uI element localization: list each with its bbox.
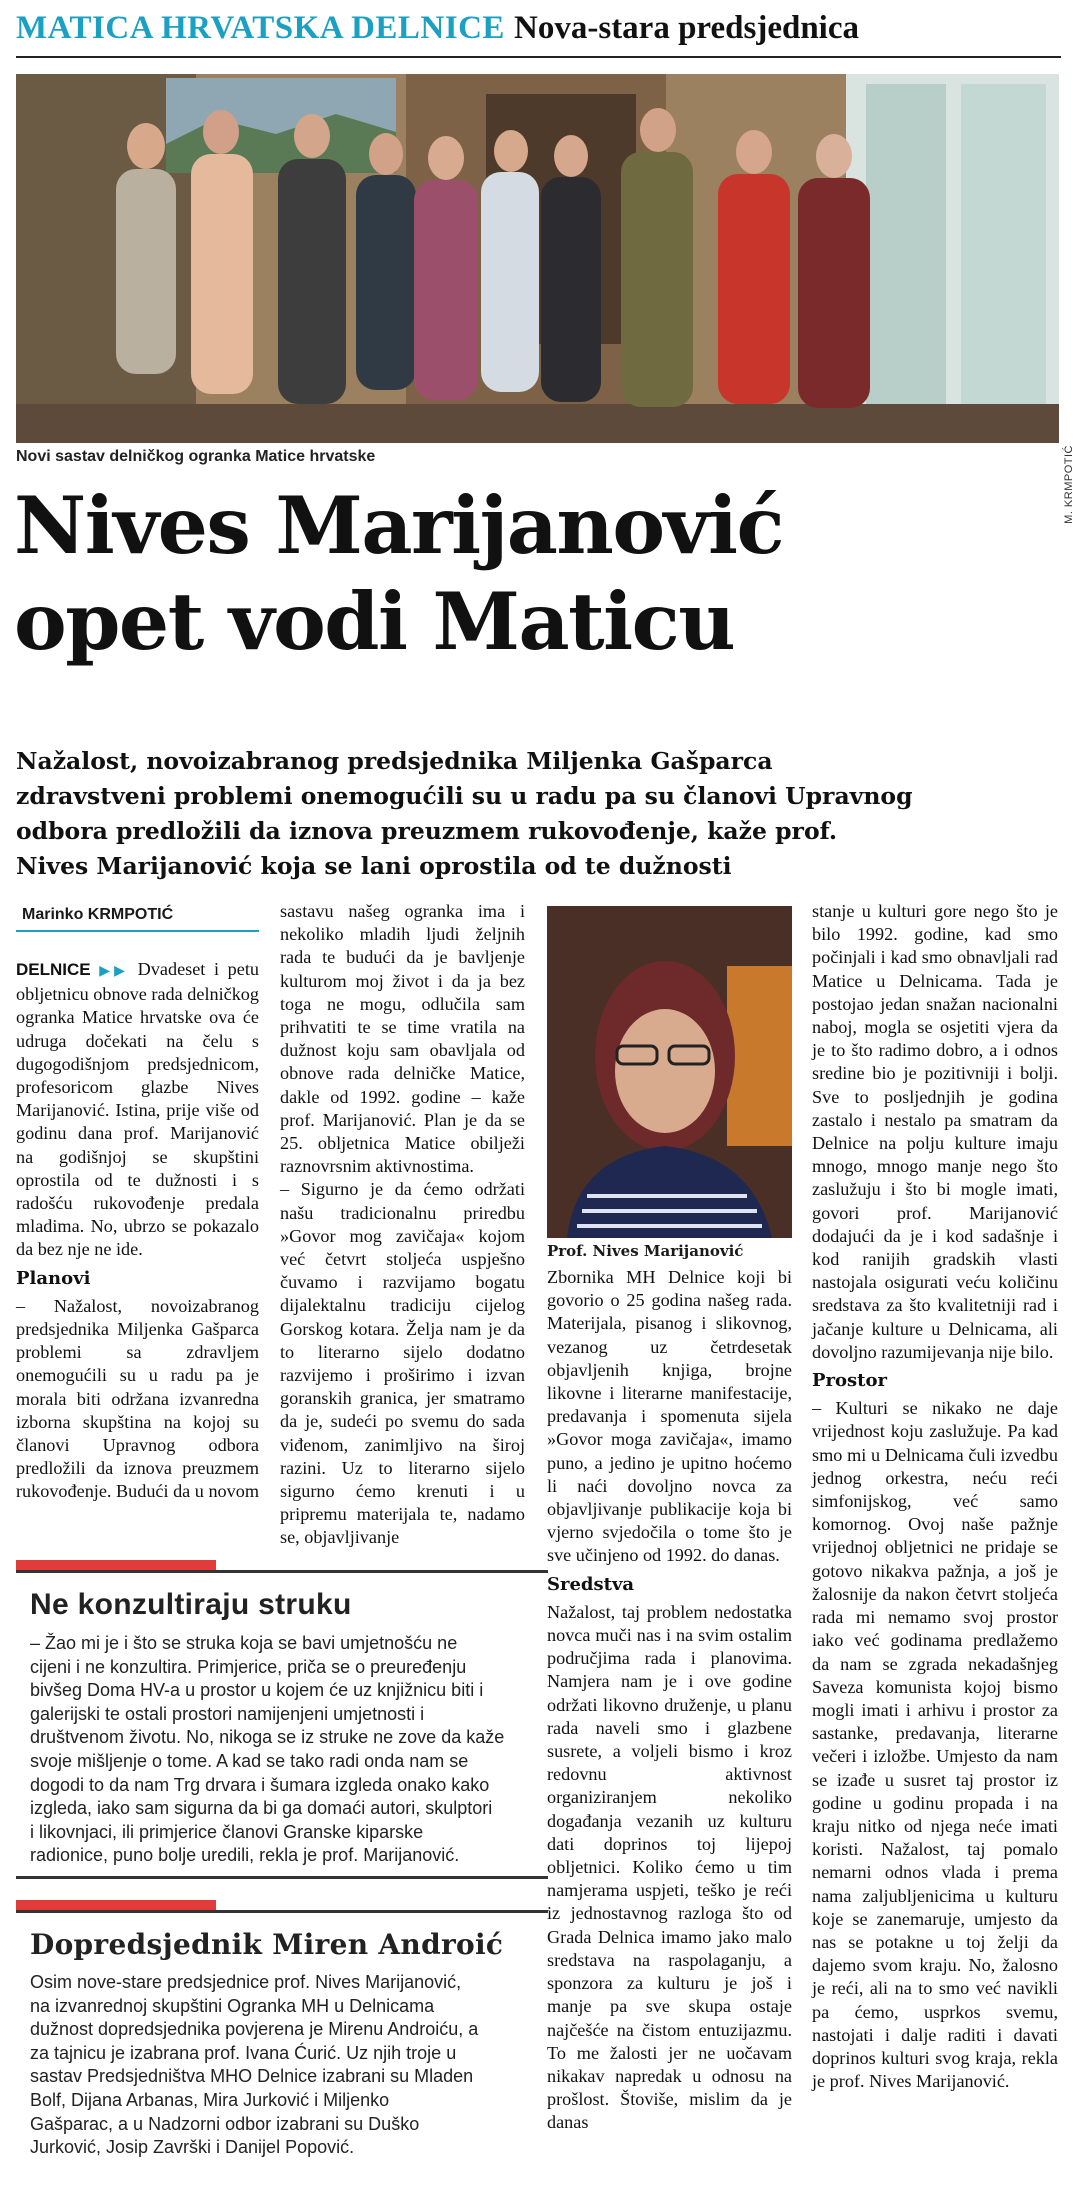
lead-line: odbora predložili da iznova preuzmem rukovođenje, kaže prof. bbox=[16, 817, 838, 845]
portrait-photo bbox=[547, 906, 792, 1238]
dateline: DELNICE bbox=[16, 960, 91, 979]
subheading-sredstva: Sredstva bbox=[547, 1573, 635, 1595]
byline-author: Marinko KRMPOTIĆ bbox=[22, 906, 174, 923]
box-top-rule bbox=[16, 1570, 548, 1573]
box-text: Osim nove-stare predsjednice prof. Nives Marijanović, na izvanrednoj skupštini Ogranka MH u Delnicama dužnost dopredsjednika povjerena je Mirenu Androiću, a za tajnicu je izabrana prof. Ivana Ćurić. Uz njih troje u sastav Predsjedništva MHO Delnice izabrani su Mladen Bolf, Dijana Arbanas, Mira Jurković i Miljenko Gašparac, a u Nadzorni odbor izabrani su Duško Jurković, Josip Završki i Danijel Popović. bbox=[30, 1972, 479, 2158]
article-paragraph: stanje u kulturi gore nego što je bilo 1992. godine, kad smo počinjali i kad smo obnavljali rad Matice u Delnicama. Tada je postojao jedan snažan nacionalni naboj, mogla se osjetiti vjera da je to što radimo dobro, a i odnos sredine bio je pozitivniji i bolji. Sve to posljednjih je godina zastalo i nestalo pa smatram da Delnice na polju kulture imaju mnogo, mnogo manje nego što zaslužuju i što bi mogle imati, govori prof. Marijanović dodajući da je i kod sadašnje i kod ranijih gradskih vlasti nastojala osigurati veću količinu sredstava za što kvalitetniji rad i jačanje kulture u Delnicama, ali dovoljno razumijevanja nije bilo. bbox=[812, 901, 1058, 1362]
article-column-3 bbox=[547, 1266, 792, 2135]
lead-line: Nažalost, novoizabranog predsjednika Miljenka Gašparca bbox=[16, 747, 773, 775]
article-paragraph: – Sigurno je da ćemo održati našu tradicionalnu priredbu »Govor mog zavičaja« kojom već četvrt stoljeća uspješno čuvamo i razvijamo bogatu dijalektalnu tradiciju cijelog Gorskog kotara. Želja nam je da to literarno sijelo dodatno razvijemo i proširimo i izvan goranskih granica, jer smatramo da je, sudeći po svemu do sada viđenom, zanimljivo na široj razini. Uz to literarno sijelo sigurno ćemo krenuti i u pripremu materijala te, nadamo se, objavljivanje bbox=[280, 1179, 525, 1548]
article-paragraph: DELNICE ▶▶ Dvadeset i petu obljetnicu obnove rada delničkog ogranka Matice hrvatske ova će udruga dočekati na čelu s dugogodišnjom predsjednicom, profesoricom glazbe Nives Marijanović. Istina, prije više od godinu dana prof. Marijanović na godišnjoj se skupštini oprostila od te dužnosti i s radošću rukovođenje predala mladima. No, ubrzo se pokazalo da bez nje ne ide. bbox=[16, 959, 259, 1260]
subheading-prostor: Prostor bbox=[812, 1370, 887, 1392]
photo-credit: M. KRMPOTIĆ bbox=[1063, 445, 1075, 524]
topic-label: Nova-stara predsjednica bbox=[514, 10, 859, 46]
portrait-caption: Prof. Nives Marijanović bbox=[547, 1242, 744, 1260]
headline-line: Nives Marijanović bbox=[14, 479, 784, 572]
article-column-2 bbox=[280, 900, 525, 1550]
byline bbox=[16, 902, 259, 932]
lead-line: zdravstveni problemi onemogućili su u radu pa su članovi Upravnog bbox=[16, 782, 913, 810]
group-photo-illustration bbox=[16, 74, 1059, 443]
section-label: MATICA HRVATSKA DELNICE bbox=[16, 10, 505, 46]
article-paragraph: sastavu našeg ogranka ima i nekoliko mladih ljudi željnih rada te budući da je bavljenje kulturom moj život i da ja bez toga ne mogu, odlučila sam prihvatiti te se time vratila na dužnost koju sam obavljala od obnove rada delničke Matice, dakle od 1992. godine – kaže prof. Marijanović. Plan je da se 25. obljetnica Matice obilježi raznovrsnim aktivnostima. bbox=[280, 901, 525, 1177]
box-bottom-rule bbox=[16, 1876, 548, 1879]
photo-caption: Novi sastav delničkog ogranka Matice hrvatske bbox=[16, 448, 376, 465]
box-title: Ne konzultiraju struku bbox=[30, 1588, 352, 1621]
kicker bbox=[16, 10, 1061, 58]
double-arrow-icon: ▶▶ bbox=[99, 964, 130, 979]
headline bbox=[14, 478, 1064, 670]
lead-line: Nives Marijanović koja se lani oprostila od te dužnosti bbox=[16, 852, 732, 880]
sidebar-box-dopredsjednik bbox=[16, 1900, 548, 2190]
headline-line: opet vodi Maticu bbox=[14, 575, 735, 668]
article-column-1 bbox=[16, 958, 259, 1504]
article-column-4 bbox=[812, 900, 1058, 2093]
box-top-rule bbox=[16, 1910, 548, 1913]
article-paragraph: – Kulturi se nikako ne daje vrijednost koju zaslužuje. Pa kad smo mi u Delnicama čuli izvedbu jednog orkestra, neću reći simfonijskog, već samo komornog. Ovoj naše pažnje vrijednoj obljetnici ne pridaje se gotovo nikakva pažnja, a još je žalosnije da nakon četvrt stoljeća rada mi nemamo svoj prostor iako već godinama predlažemo da nam se zgrada nekadašnjeg Saveza komunista kojoj bismo mogli imati i arhivu i prostor za sastanke, predavanja, literarne večeri i izložbe. Umjesto da nam se izađe u susret taj prostor iz godine u godinu propada i na kraju nitko od njega neće imati koristi. Nažalost, taj pomalo nemarni odnos vlada i prema nama zaljubljenicima u kulturu koje se zanemaruje, umjesto da nas se potakne u toj želji da dajemo svom kraju. No, žalosno je reći, ali na to smo već navikli pa ćemo, usprkos svemu, nastojati i dalje raditi i davati doprinos kulturi svog kraja, rekla je prof. Nives Marijanović. bbox=[812, 1398, 1058, 2092]
article-paragraph: Nažalost, taj problem nedostatka novca muči nas i na svim ostalim područjima rada i planovima. Namjera nam je i ove godine održati likovno druženje, u planu rada naveli smo i glazbene susrete, a voljeli bismo i kroz redovnu aktivnost organiziranjem nekoliko događanja vezanih uz kulturu dati doprinos toj lijepoj obljetnici. Koliko ćemo u tim namjerama uspjeti, teško je reći iz jednostavnog razloga što od Grada Delnica imamo jako malo sredstava na raspolaganju, a sponzora za kulturu je još i manje pa sve skupa ostaje najčešće na čistom entuzijazmu. To me žalosti jer ne uočavam nikakav napredak u odnosu na prošlost. Štoviše, mislim da je danas bbox=[547, 1601, 792, 2133]
portrait-illustration bbox=[547, 906, 792, 1238]
group-photo bbox=[16, 74, 1059, 443]
lead-paragraph bbox=[16, 744, 1061, 884]
article-paragraph: Zbornika MH Delnice koji bi govorio o 25 godina našeg rada. Materijala, pisanog i slikovnog, vezanog uz četrdesetak objavljenih knjiga, brojne likovne i literarne manifestacije, predavanja i spomenuta sijela »Govor moga zavičaja«, imamo puno, a jedino je upitno hoćemo li naći dovoljno novca za objavljivanje publikacije koja bi vjerno svjedočila o tome što je sve učinjeno od 1992. do danas. bbox=[547, 1267, 792, 1566]
subheading-planovi: Planovi bbox=[16, 1267, 91, 1289]
box-text: – Žao mi je i što se struka koja se bavi umjetnošću ne cijeni i ne konzultira. Primjerice, priča se o preuređenju bivšeg Doma HV-a u prostor u kojem će uz knjižnicu biti i galerijski te ostali prostori namijenjeni umjetnosti i društvenom životu. No, nikoga se iz struke ne zove da kaže svoje mišljenje o tome. A kad se tako radi onda nam se dogodi to da nam Trg drvara i šumara izgleda onako kako izgleda, iako sam sigurna da bi ga domaći autori, skulptori i likovnjaci, ili primjerice članovi Granske kiparske radionice, puno bolje uredili, rekla je prof. Marijanović. bbox=[30, 1633, 505, 1866]
article-paragraph: – Nažalost, novoizabranog predsjednika Miljenka Gašparca problemi sa zdravljem onemogućili su u radu pa je morala biti održana izvanredna izborna skupština na kojoj su članovi Upravnog odbora predložili da iznova preuzmem rukovođenje. Budući da u novom bbox=[16, 1295, 259, 1502]
box-title: Dopredsjednik Miren Androić bbox=[30, 1928, 504, 1961]
sidebar-box-ne-konzultiraju bbox=[16, 1560, 548, 1880]
